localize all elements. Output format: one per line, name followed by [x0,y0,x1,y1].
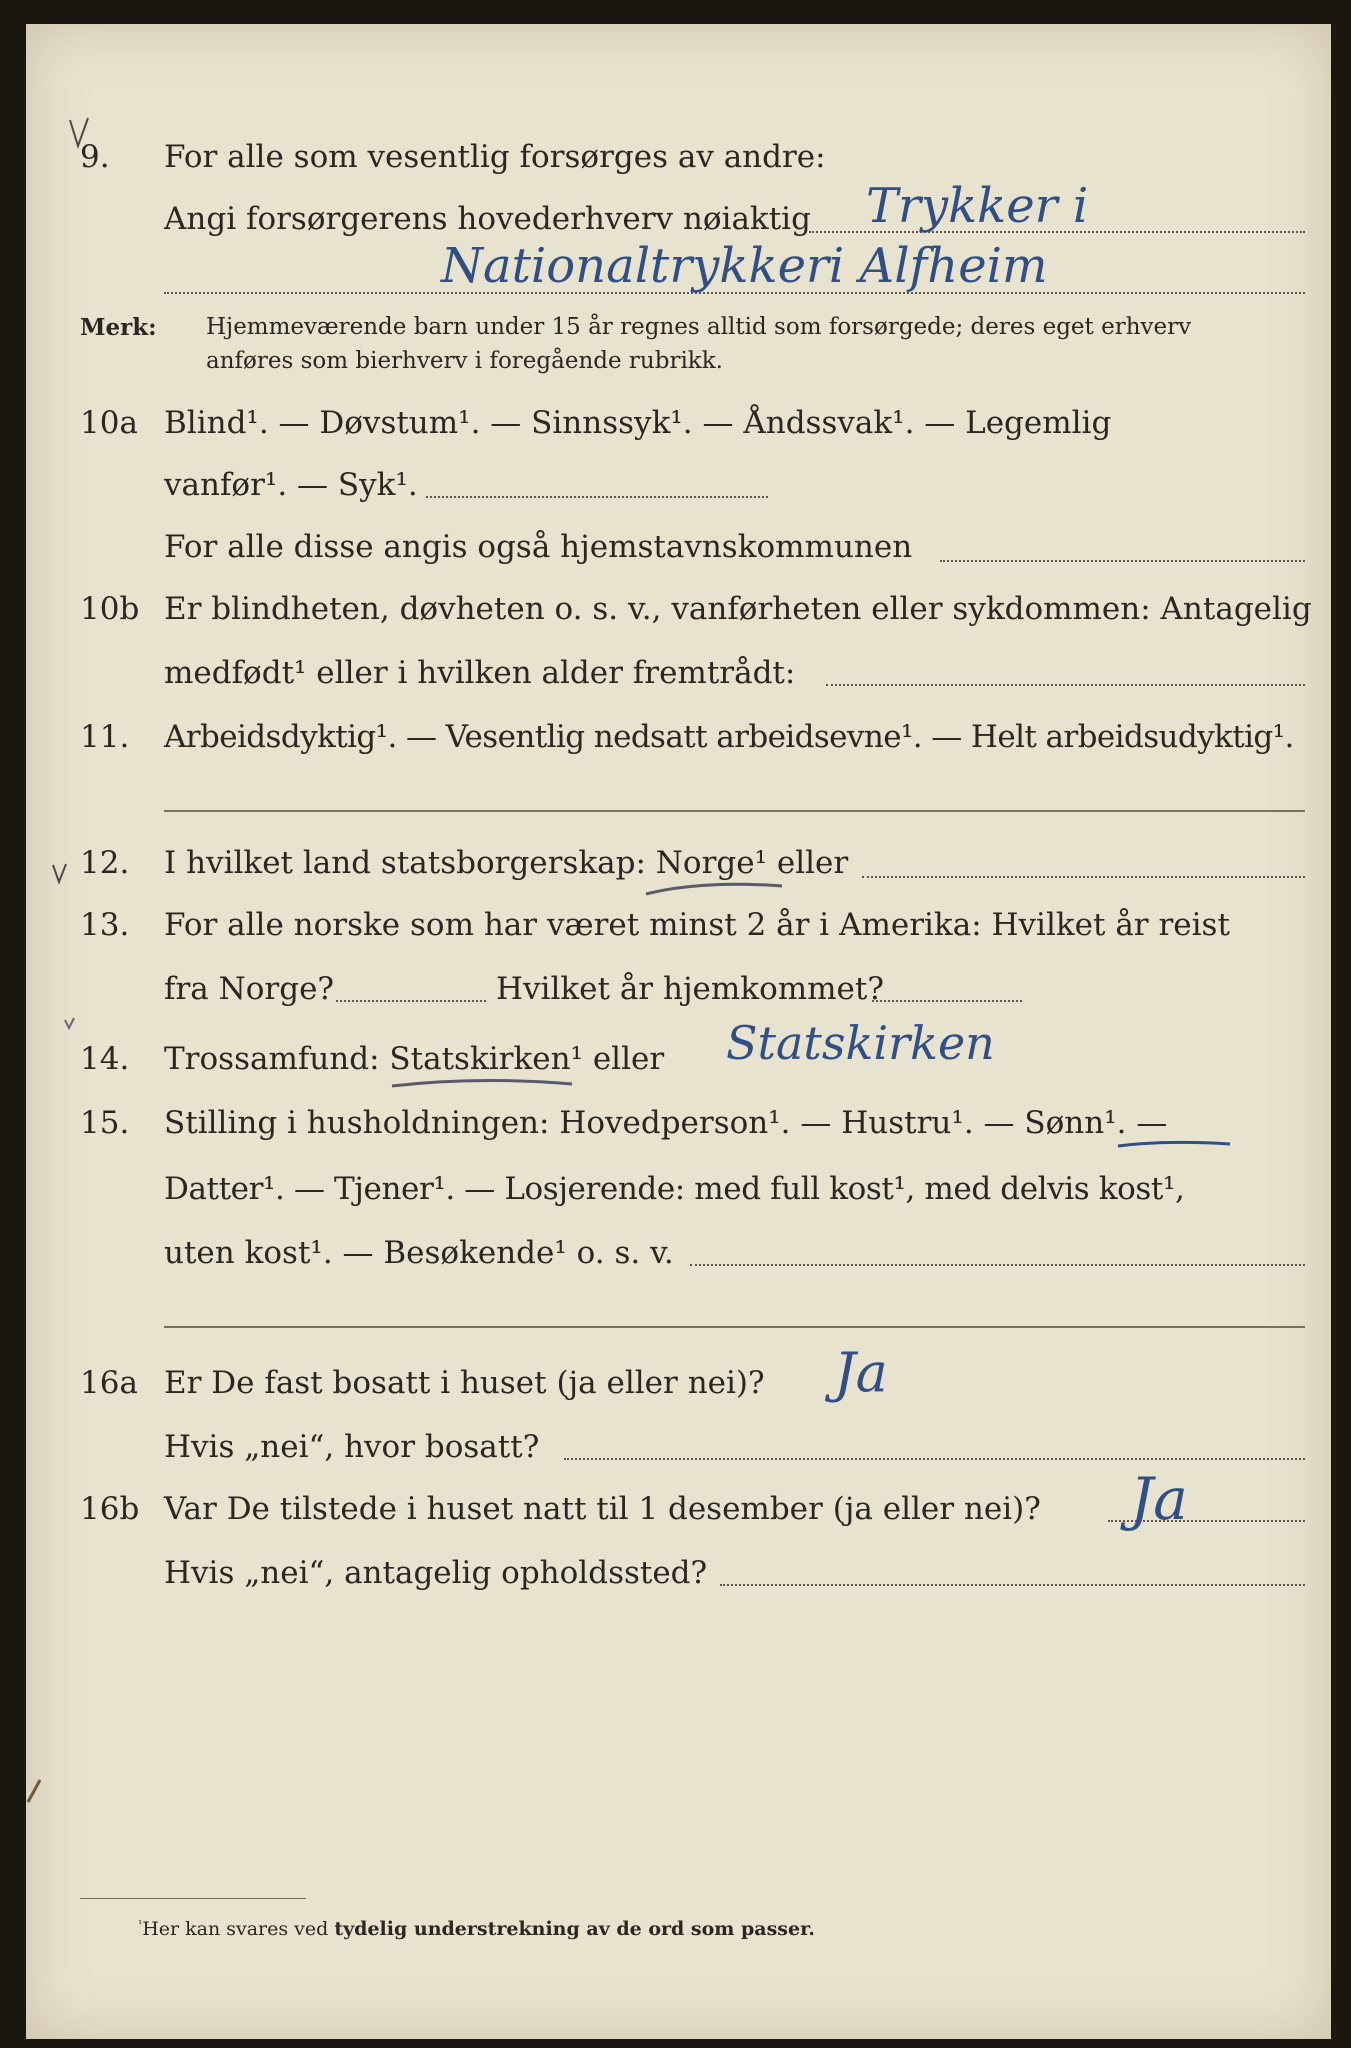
q10b-number: 10b [80,591,140,627]
q11-number: 11. [80,719,130,755]
check-mark-icon [50,860,70,886]
q13-hjemkommet-line [872,1000,1022,1002]
q9-answer2[interactable]: Nationaltrykkeri Alfheim [441,238,1048,294]
statskirken-underline-mark [388,1072,578,1096]
q16a-line2: Hvis „nei“, hvor bosatt? [164,1429,540,1465]
merk-line1: Hjemmeværende barn under 15 år regnes alltid som forsørgede; deres eget erhverv [206,314,1192,340]
norge-underline-mark [642,876,792,906]
q11-line1: Arbeidsdyktig¹. — Vesentlig nedsatt arbeidsevne¹. — Helt arbeidsudyktig¹. [164,719,1294,755]
check-mark-icon [62,1014,78,1034]
q9-line1: For alle som vesentlig forsørges av andre: [164,139,826,175]
q16b-line2: Hvis „nei“, antagelig opholdssted? [164,1555,708,1591]
q16a-number: 16a [80,1365,138,1401]
q10b-answer-line [826,684,1305,686]
q16a-answer[interactable]: Ja [834,1341,888,1404]
footnote [138,1918,815,1940]
q10a-line3: For alle disse angis også hjemstavnskommunen [164,529,913,565]
q15-extra-line [164,1326,1305,1328]
q10a-answer-line [426,496,768,498]
margin-mark [26,1776,46,1806]
footnote-rule [80,1898,306,1899]
q13-reist-line [336,1000,486,1002]
q13-line2a: fra Norge? [164,971,335,1007]
q14-answer[interactable]: Statskirken [726,1016,995,1070]
q15-line2: Datter¹. — Tjener¹. — Losjerende: med full kost¹, med delvis kost¹, [164,1171,1185,1207]
q11-answer-line [164,810,1305,812]
q16a-line1: Er De fast bosatt i huset (ja eller nei)? [164,1365,765,1401]
q15-line1: Stilling i husholdningen: Hovedperson¹. — Hustru¹. — Sønn¹. — [164,1105,1168,1141]
q16b-answer[interactable]: Ja [1130,1465,1188,1533]
q10a-number: 10a [80,405,138,441]
q10b-line2: medfødt¹ eller i hvilken alder fremtrådt: [164,655,796,691]
q16b-number: 16b [80,1491,140,1527]
sonn-underline-mark [1116,1136,1236,1158]
q10b-line1: Er blindheten, døvheten o. s. v., vanførheten eller sykdommen: Antagelig [164,591,1312,627]
q10a-hjemstavn-line [940,560,1305,562]
q13-line2b: Hvilket år hjemkommet? [496,971,884,1007]
q12-number: 12. [80,845,130,881]
q9-number: 9. [80,139,110,175]
q10a-line1: Blind¹. — Døvstum¹. — Sinnssyk¹. — Åndssvak¹. — Legemlig [164,405,1112,441]
q12-answer-line [862,876,1305,878]
q13-line1: For alle norske som har været minst 2 år i Amerika: Hvilket år reist [164,907,1230,943]
footnote-part1: Her kan svares ved [142,1918,335,1940]
footnote-part2: tydelig understrekning av de ord som passer. [334,1918,815,1940]
census-form-page [26,24,1331,2039]
q9-answer1[interactable]: Trykker i [866,178,1089,234]
q14-line1: Trossamfund: Statskirken¹ eller [164,1041,665,1077]
merk-line2: anføres som bierhverv i foregående rubrikk. [206,348,723,374]
q16b-line1: Var De tilstede i huset natt til 1 desember (ja eller nei)? [164,1491,1041,1527]
q16a-bosatt-line [564,1458,1305,1460]
q14-number: 14. [80,1041,130,1077]
q12-line1: I hvilket land statsborgerskap: Norge¹ eller [164,845,849,881]
q16b-opholdssted-line [720,1584,1305,1586]
q13-number: 13. [80,907,130,943]
footnote-marker: ¹ [138,1918,143,1931]
q10a-line2: vanfør¹. — Syk¹. [164,467,418,503]
q9-line2: Angi forsørgerens hovederhverv nøiaktig [164,201,811,237]
q15-line3: uten kost¹. — Besøkende¹ o. s. v. [164,1235,674,1271]
merk-label: Merk: [80,314,157,341]
q15-answer-line [690,1264,1305,1266]
q15-number: 15. [80,1105,130,1141]
